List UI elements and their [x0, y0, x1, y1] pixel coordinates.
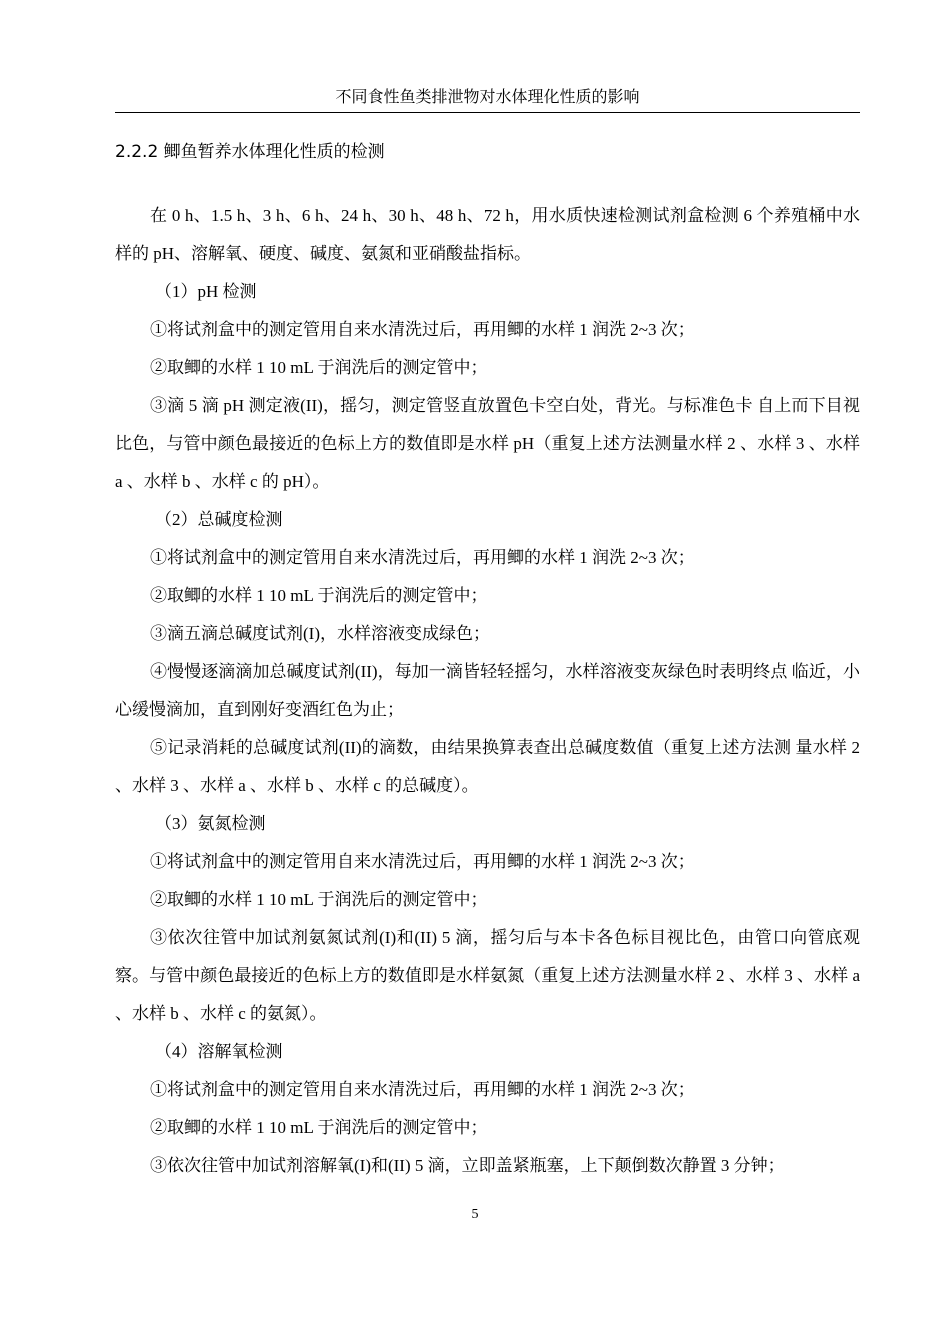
- step-paragraph: ②取鲫的水样 1 10 mL 于润洗后的测定管中；: [150, 890, 488, 909]
- subheading-alkalinity: （2）总碱度检测: [155, 510, 283, 529]
- subheading-ph: （1）pH 检测: [155, 282, 257, 301]
- step-paragraph: ①将试剂盒中的测定管用自来水清洗过后，再用鲫的水样 1 润洗 2~3 次；: [150, 320, 695, 339]
- step-paragraph: ①将试剂盒中的测定管用自来水清洗过后，再用鲫的水样 1 润洗 2~3 次；: [150, 1080, 695, 1099]
- section-heading: 2.2.2 鲫鱼暂养水体理化性质的检测: [115, 142, 385, 162]
- step-paragraph: ③滴五滴总碱度试剂(I)，水样溶液变成绿色；: [150, 624, 490, 643]
- step-paragraph: ①将试剂盒中的测定管用自来水清洗过后，再用鲫的水样 1 润洗 2~3 次；: [150, 548, 695, 567]
- step-paragraph: ⑤记录消耗的总碱度试剂(II)的滴数，由结果换算表查出总碱度数值（重复上述方法测 量水样 2 、水样 3 、水样 a 、水样 b 、水样 c 的总碱度）。: [115, 738, 860, 795]
- step-paragraph: ①将试剂盒中的测定管用自来水清洗过后，再用鲫的水样 1 润洗 2~3 次；: [150, 852, 695, 871]
- page-header: 不同食性鱼类排泄物对水体理化性质的影响: [115, 88, 860, 113]
- step-paragraph: ③依次往管中加试剂氨氮试剂(I)和(II) 5 滴，摇匀后与本卡各色标目视比色，由管口向管底观察。与管中颜色最接近的色标上方的数值即是水样氨氮（重复上述方法测量水样 2 、水样 3 、水样 a 、水样 b 、水样 c 的氨氮）。: [115, 928, 860, 1023]
- subheading-dissolved-oxygen: （4）溶解氧检测: [155, 1042, 283, 1061]
- page-number: 5: [471, 1207, 479, 1222]
- step-paragraph: ③依次往管中加试剂溶解氧(I)和(II) 5 滴，立即盖紧瓶塞，上下颠倒数次静置 3 分钟；: [150, 1156, 785, 1175]
- subheading-ammonia: （3）氨氮检测: [155, 814, 266, 833]
- intro-paragraph: 在 0 h、1.5 h、3 h、6 h、24 h、30 h、48 h、72 h，用水质快速检测试剂盒检测 6 个养殖桶中水样的 pH、溶解氧、硬度、碱度、氨氮和亚硝酸盐指标。: [115, 206, 860, 263]
- step-paragraph: ③滴 5 滴 pH 测定液(II)，摇匀，测定管竖直放置色卡空白处，背光。与标准色卡 自上而下目视比色，与管中颜色最接近的色标上方的数值即是水样 pH（重复上述方法测量水样 2 、水样 3 、水样 a 、水样 b 、水样 c 的 pH）。: [115, 396, 860, 491]
- body-text: [115, 197, 860, 1185]
- step-paragraph: ④慢慢逐滴滴加总碱度试剂(II)，每加一滴皆轻轻摇匀，水样溶液变灰绿色时表明终点 临近，小心缓慢滴加，直到刚好变酒红色为止；: [115, 662, 860, 719]
- step-paragraph: ②取鲫的水样 1 10 mL 于润洗后的测定管中；: [150, 586, 488, 605]
- step-paragraph: ②取鲫的水样 1 10 mL 于润洗后的测定管中；: [150, 358, 488, 377]
- step-paragraph: ②取鲫的水样 1 10 mL 于润洗后的测定管中；: [150, 1118, 488, 1137]
